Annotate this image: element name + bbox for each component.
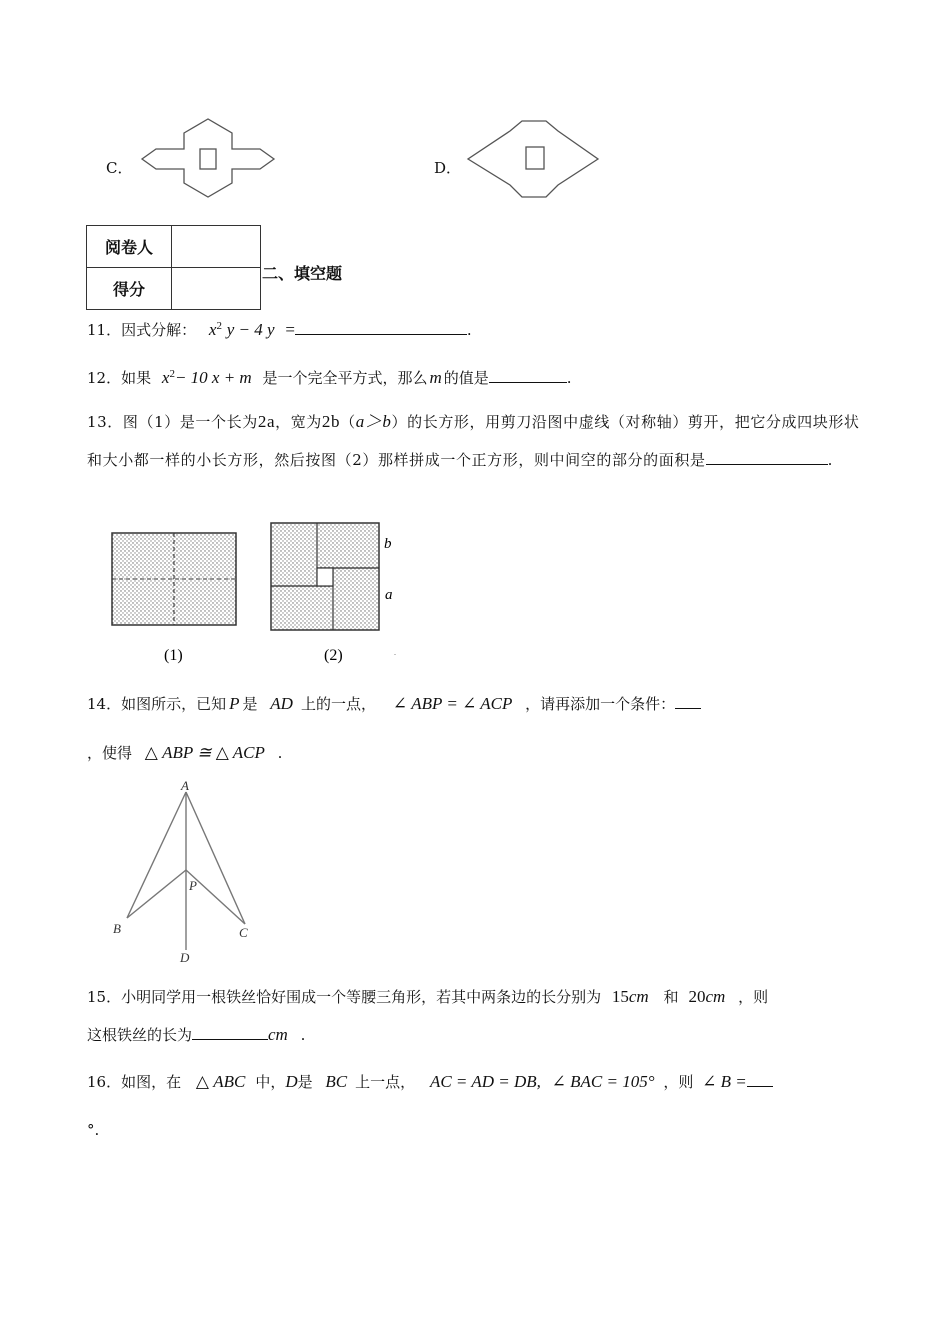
q15-line2: 这根铁丝的长为 — [87, 1026, 193, 1044]
q11-end: . — [466, 321, 472, 339]
q13-answer-blank[interactable] — [706, 450, 828, 465]
q13-label-a: a — [385, 587, 393, 603]
score-cell — [172, 268, 261, 310]
q14-answer-blank[interactable] — [675, 694, 701, 709]
q15-end: . — [300, 1026, 306, 1044]
q15-val1: 15 — [611, 987, 629, 1006]
q12-number: 12． — [87, 369, 122, 387]
q12-answer-blank[interactable] — [489, 368, 567, 383]
section-title: 二、填空题 — [262, 264, 343, 283]
q13-condition: a＞b — [355, 412, 392, 431]
reviewer-cell — [172, 226, 261, 268]
q16-text-3: 是 — [297, 1073, 313, 1091]
q16-comma: , — [536, 1072, 541, 1091]
q14-number: 14． — [87, 695, 122, 713]
q15-unit2: cm — [705, 987, 726, 1006]
q15-number: 15． — [87, 988, 122, 1006]
q14-text-1: 如图所示，已知 — [121, 695, 227, 713]
question-16-line2 — [87, 1120, 99, 1140]
q16-number: 16． — [87, 1073, 122, 1091]
q14-end: . — [277, 744, 283, 762]
q13-text-4: ）的长方形，用剪刀沿图中虚线（对称轴）剪开，把它分成四块形状和大小都一样的小长方形，然后按图（2）那样拼成一个正方形，则中间空的部分的面积是 — [87, 413, 860, 469]
q14-point-d: D — [180, 950, 190, 965]
q16-triangle: △ ABC — [195, 1072, 246, 1091]
q11-answer-blank[interactable] — [295, 320, 467, 335]
q16-line2: °. — [87, 1121, 100, 1139]
q13-text-2: ，宽为 — [275, 413, 322, 431]
option-d-label: D． — [434, 159, 462, 177]
q14-point-p: P — [189, 878, 197, 893]
option-c-figure — [138, 117, 278, 201]
q11-prefix: 因式分解： — [121, 321, 197, 339]
q11-number: 11． — [87, 321, 122, 339]
q14-ad: AD — [270, 694, 293, 713]
q16-equation: AC = AD = DB — [429, 1072, 537, 1091]
svg-text:.: . — [394, 648, 396, 657]
q12-end: . — [566, 369, 572, 387]
q15-unit3: cm — [268, 1025, 288, 1044]
question-12 — [87, 364, 572, 388]
q13-text-3: （ — [340, 413, 356, 431]
question-14-line2 — [87, 743, 282, 763]
score-table — [86, 225, 261, 310]
q14-text-4: ，请再添加一个条件： — [525, 695, 676, 713]
q13-figure-1 — [112, 533, 236, 625]
question-14 — [87, 694, 701, 714]
q13-width: 2b — [321, 412, 341, 431]
q16-angle: ∠ BAC = 105° — [551, 1072, 655, 1091]
q16-angle-b: ∠ B = — [702, 1072, 747, 1091]
q16-text-4: 上一点， — [355, 1073, 416, 1091]
q15-text-2: ，则 — [738, 988, 769, 1006]
reviewer-label: 阅卷人 — [87, 226, 172, 268]
q13-length: 2a — [257, 412, 276, 431]
score-label: 得分 — [87, 268, 172, 310]
q13-label-b: b — [384, 536, 392, 552]
q15-text-1: 小明同学用一根铁丝恰好围成一个等腰三角形，若其中两条边的长分别为 — [121, 988, 602, 1006]
question-16 — [87, 1072, 773, 1092]
question-15-line2 — [87, 1025, 305, 1045]
option-c-label: C． — [106, 159, 133, 177]
q13-figures — [100, 518, 410, 670]
question-11 — [87, 316, 472, 340]
question-15 — [87, 987, 768, 1007]
q14-text-2: 是 — [242, 695, 258, 713]
q11-expression: $x^2$ y − 4 y — [208, 320, 275, 339]
q14-angle-eq: ∠ ABP = ∠ ACP — [392, 694, 513, 713]
q13-text-1: 13．图（1）是一个长为 — [87, 413, 258, 431]
q15-val2: 20 — [688, 987, 706, 1006]
q15-and: 和 — [663, 988, 679, 1006]
q16-d: D — [285, 1072, 298, 1091]
q12-expression: $x^2- 10$ x + m — [161, 368, 252, 387]
q14-text-3: 上的一点， — [300, 695, 376, 713]
q16-text-5: ，则 — [663, 1073, 694, 1091]
q14-figure — [105, 778, 265, 970]
q11-equals: = — [285, 320, 295, 339]
q16-text-2: 中， — [255, 1073, 286, 1091]
q16-text-1: 如图，在 — [121, 1073, 182, 1091]
option-d-figure — [464, 117, 606, 201]
q13-end: . — [827, 451, 833, 469]
q12-var: m — [429, 368, 442, 387]
q14-point-b: B — [113, 921, 121, 936]
q14-point-a: A — [181, 778, 189, 793]
q15-answer-blank[interactable] — [192, 1025, 268, 1040]
q14-point-c: C — [239, 925, 248, 940]
q13-fig2-caption: (2) — [324, 647, 343, 664]
q15-unit1: cm — [628, 987, 649, 1006]
q16-bc: BC — [325, 1072, 348, 1091]
question-13 — [87, 403, 862, 479]
q16-answer-blank[interactable] — [747, 1072, 773, 1087]
q13-fig1-caption: (1) — [164, 647, 183, 664]
q12-suffix: 的值是 — [443, 369, 489, 387]
q14-congruence: △ ABP ≅ △ ACP — [144, 743, 265, 762]
q12-middle: 是一个完全平方式，那么 — [262, 369, 428, 387]
q14-p: P — [229, 694, 240, 713]
q12-prefix: 如果 — [121, 369, 152, 387]
q13-figure-2 — [271, 523, 379, 630]
q14-line2-prefix: ，使得 — [87, 744, 133, 762]
